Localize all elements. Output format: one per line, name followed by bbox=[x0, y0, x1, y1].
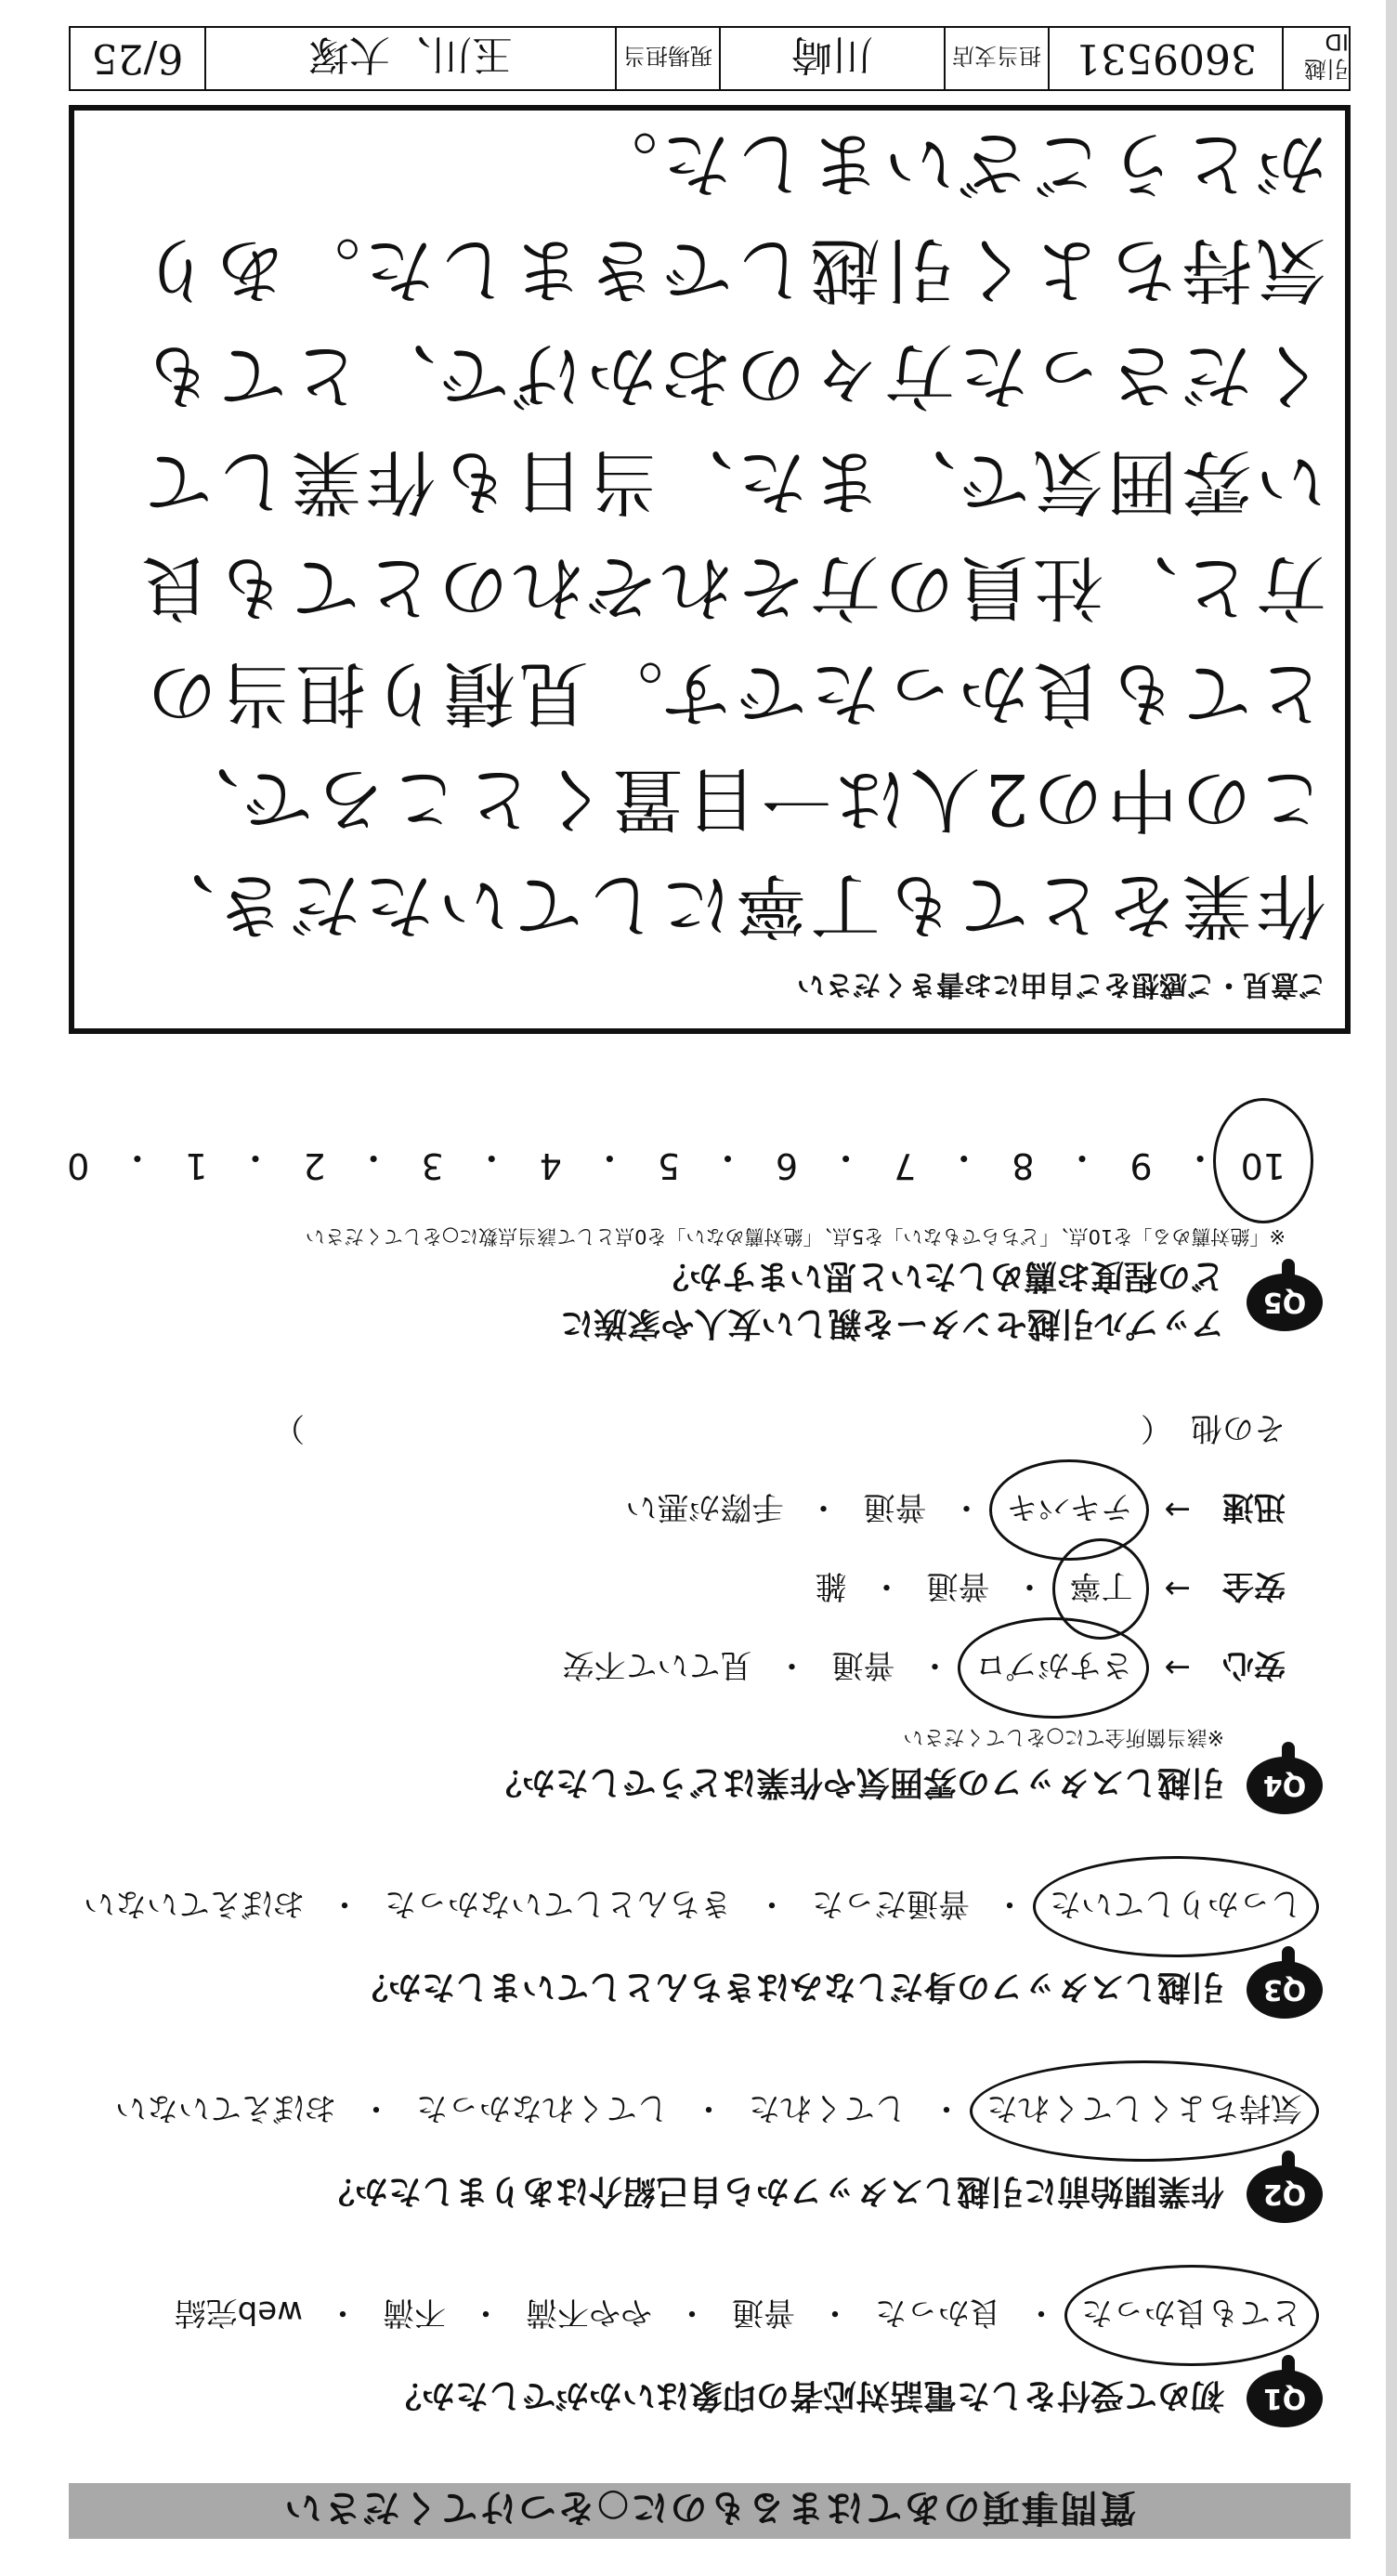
q5-score-3[interactable]: 3 bbox=[421, 1145, 444, 1186]
q1-option-5[interactable]: 不満 bbox=[383, 2294, 446, 2331]
q4-other-paren-open: （ bbox=[1141, 1409, 1172, 1446]
q3-option-3[interactable]: きちんとしていなかった bbox=[385, 1885, 732, 1922]
q5-scale: 10 ・ 9 ・ 8 ・ 7 ・ 6 ・ 5 ・ 4 ・ 3 ・ 2 ・ 1 ・ 0 bbox=[59, 1135, 1286, 1186]
q5-score-5[interactable]: 5 bbox=[657, 1145, 681, 1186]
q4-row-2-option-2[interactable]: 普通 bbox=[926, 1567, 990, 1604]
q4-text: 引越しスタッフの雰囲気や作業はどうでしたか？ bbox=[488, 1763, 1224, 1802]
q5-text-line-2: どの程度お薦めしたいと思いますか？ bbox=[655, 1257, 1224, 1295]
q3-option-4[interactable]: おぼえていない bbox=[84, 1885, 305, 1922]
q4-row-1-option-3[interactable]: 見ていて不安 bbox=[562, 1646, 752, 1683]
q2-option-4[interactable]: おぼえていない bbox=[115, 2089, 336, 2126]
q4-row-1-option-1[interactable]: さすがプロ bbox=[975, 1645, 1133, 1691]
handwritten-comment: 作業をとても丁寧にしていただき、この中の2人は一目置くところで、とても良かったです。見積り担当の方と、社員の方それぞれのとても良い雰囲気で、また、当日も作業してくださった方々のおかげで、とても気持ちよく引越しできました。ありがとうございました。 bbox=[137, 123, 1326, 947]
q1-option-4[interactable]: やや不満 bbox=[526, 2294, 652, 2331]
q3-option-2[interactable]: 普通だった bbox=[812, 1885, 970, 1922]
comment-box[interactable] bbox=[69, 105, 1351, 1034]
question-3 bbox=[78, 1884, 1323, 2019]
comment-label: ご意見・ご感想をご自由にお書きください bbox=[797, 968, 1326, 1000]
q2-badge: Q2 bbox=[1247, 2165, 1323, 2223]
staff-label: 現場担当 bbox=[615, 28, 719, 89]
q5-note: ※「絶対薦める」を10点、「どちらでもない」を5点、「絶対薦めない」を0点として該当点数に○をしてください bbox=[305, 1225, 1286, 1248]
q2-option-2[interactable]: してくれた bbox=[749, 2089, 907, 2126]
q4-row-2-option-3[interactable]: 雑 bbox=[815, 1567, 847, 1604]
q2-option-3[interactable]: してくれなかった bbox=[416, 2089, 669, 2126]
q5-badge: Q5 bbox=[1247, 1274, 1323, 1331]
q1-text: 初めて受付をした電話対応者の印象はいかがでしたか？ bbox=[387, 2376, 1224, 2415]
q4-row-3-option-2[interactable]: 普通 bbox=[863, 1488, 927, 1525]
footer-table bbox=[69, 26, 1351, 91]
question-1 bbox=[78, 2293, 1323, 2427]
q4-other-paren-close: ） bbox=[273, 1409, 305, 1446]
q2-option-1[interactable]: 気持ちよくしてくれた bbox=[986, 2088, 1302, 2134]
question-5 bbox=[67, 1135, 1323, 1350]
q5-score-10[interactable]: 10 bbox=[1241, 1135, 1286, 1186]
branch-value: 川崎 bbox=[719, 28, 944, 89]
q4-row-3-option-1[interactable]: テキパキ bbox=[1007, 1487, 1133, 1533]
q4-row-1-label: 安心 bbox=[1222, 1646, 1286, 1683]
q4-note: ※該当箇所全てに○をしてください bbox=[903, 1725, 1224, 1748]
q5-score-0[interactable]: 0 bbox=[67, 1145, 90, 1186]
question-2 bbox=[78, 2088, 1323, 2223]
q4-badge: Q4 bbox=[1247, 1757, 1323, 1814]
q5-score-4[interactable]: 4 bbox=[539, 1145, 562, 1186]
q4-row-3-label: 迅速 bbox=[1222, 1488, 1286, 1525]
q4-other-row bbox=[78, 1408, 1286, 1454]
q3-text: 引越しスタッフの身だしなみはきちんとしていましたか？ bbox=[354, 1968, 1224, 2007]
q5-score-9[interactable]: 9 bbox=[1129, 1145, 1153, 1186]
q1-option-3[interactable]: 普通 bbox=[732, 2294, 795, 2331]
q1-options: とても良かった ・ 良かった ・ 普通 ・ やや不満 ・ 不満 ・ web完結 bbox=[78, 2293, 1302, 2338]
instruction-text: 質問事項のあてはまるものに○をつけてください bbox=[282, 2486, 1137, 2530]
q1-badge: Q1 bbox=[1247, 2370, 1323, 2427]
q4-row-jinsoku: 迅速 → テキパキ ・ 普通 ・ 手際が悪い bbox=[78, 1487, 1286, 1533]
q3-option-1[interactable]: しっかりしていた bbox=[1050, 1884, 1302, 1929]
id-label: 引越ID bbox=[1282, 28, 1349, 89]
staff-value: 玉川、大塚 bbox=[204, 28, 615, 89]
q1-option-6[interactable]: web完結 bbox=[174, 2294, 303, 2331]
date-value: 6/25 bbox=[91, 34, 184, 83]
q4-row-anzen: 安全 → 丁寧 ・ 普通 ・ 雑 bbox=[78, 1566, 1286, 1612]
arrow-right-icon: → bbox=[1164, 1491, 1191, 1529]
scan-edge-line bbox=[1386, 0, 1397, 2576]
q4-row-1-option-2[interactable]: 普通 bbox=[831, 1646, 895, 1683]
q5-score-7[interactable]: 7 bbox=[894, 1145, 917, 1186]
id-value: 3609531 bbox=[1048, 28, 1282, 89]
q4-row-2-option-1[interactable]: 丁寧 bbox=[1070, 1566, 1133, 1612]
instruction-header bbox=[69, 2483, 1351, 2539]
q4-other-label: その他 bbox=[1191, 1409, 1286, 1446]
q1-option-1[interactable]: とても良かった bbox=[1081, 2293, 1302, 2338]
q5-score-8[interactable]: 8 bbox=[1012, 1145, 1035, 1186]
question-4 bbox=[78, 1408, 1323, 1814]
q5-text-line-1: アップル引越センターを親しい友人や家族に bbox=[560, 1304, 1224, 1342]
arrow-right-icon: → bbox=[1164, 1570, 1191, 1608]
q3-options: しっかりしていた ・ 普通だった ・ きちんとしていなかった ・ おぼえていない bbox=[78, 1884, 1302, 1929]
q5-score-1[interactable]: 1 bbox=[185, 1145, 208, 1186]
q3-badge: Q3 bbox=[1247, 1961, 1323, 2019]
q2-text: 作業開始前に引越しスタッフから自己紹介はありましたか？ bbox=[320, 2172, 1224, 2211]
q2-options: 気持ちよくしてくれた ・ してくれた ・ してくれなかった ・ おぼえていない bbox=[78, 2088, 1302, 2134]
branch-label: 担当支店 bbox=[944, 28, 1048, 89]
q4-row-2-label: 安全 bbox=[1222, 1567, 1286, 1604]
q4-row-anshin: 安心 → さすがプロ ・ 普通 ・ 見ていて不安 bbox=[78, 1645, 1286, 1691]
arrow-right-icon: → bbox=[1164, 1649, 1191, 1687]
q1-option-2[interactable]: 良かった bbox=[875, 2294, 1001, 2331]
q5-score-6[interactable]: 6 bbox=[775, 1145, 799, 1186]
q4-row-3-option-3[interactable]: 手際が悪い bbox=[625, 1488, 784, 1525]
q5-score-2[interactable]: 2 bbox=[303, 1145, 326, 1186]
